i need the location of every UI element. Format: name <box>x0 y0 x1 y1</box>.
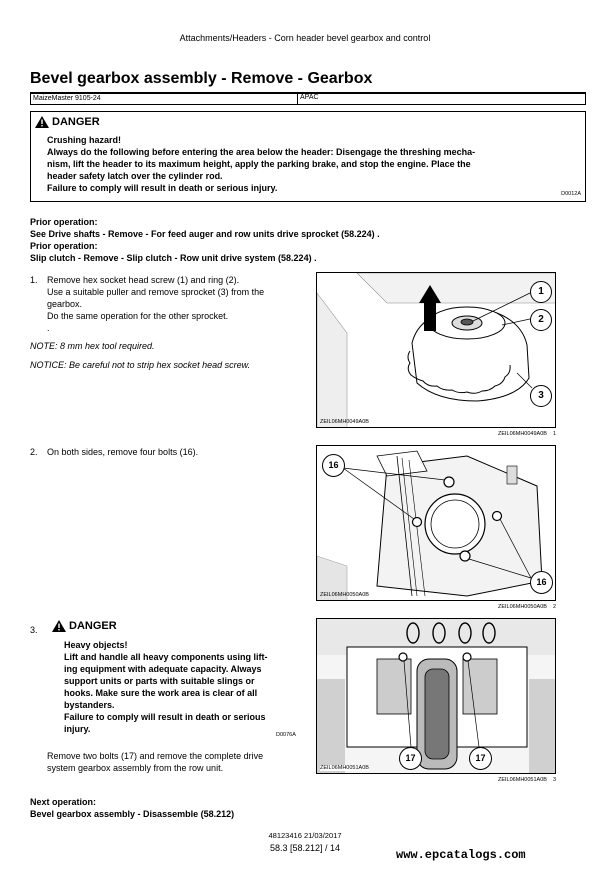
prior-ref-link[interactable]: See Drive shafts - Remove - For feed auger and row units drive sprocket (58.224) . <box>30 229 380 239</box>
danger-code: D0012A <box>561 191 581 197</box>
callout-16: 16 <box>322 454 345 477</box>
callout-16: 16 <box>530 571 553 594</box>
step-1-text <box>47 274 307 334</box>
warning-icon <box>52 620 66 632</box>
step-line: . <box>47 323 50 333</box>
danger-heading <box>52 620 117 632</box>
danger-box <box>30 111 586 202</box>
figure-2 <box>316 445 556 601</box>
figure-2-number: 2 <box>553 604 557 610</box>
danger-line: ing equipment with adequate capacity. Always <box>64 664 262 674</box>
danger-line: Always do the following before entering the area below the header: Disengage the threshing mecha- <box>47 147 476 157</box>
note: NOTE: 8 mm hex tool required. <box>30 341 155 351</box>
danger-line: hooks. Make sure the work area is clear of all <box>64 688 258 698</box>
gearbox-housing-illustration <box>317 446 556 601</box>
model-row <box>30 94 586 105</box>
callout-3: 3 <box>530 385 552 407</box>
step-2-number: 2. <box>30 447 38 457</box>
footer-doc: 48123416 21/03/2017 <box>268 831 342 840</box>
danger-line: Lift and handle all heavy components using lift- <box>64 652 268 662</box>
figure-3-code: ZEIL06MH0051A0B <box>498 777 547 783</box>
danger-text <box>64 639 304 735</box>
prior-label: Prior operation: <box>30 241 98 251</box>
danger-line: injury. <box>64 724 91 734</box>
danger-label: DANGER <box>69 620 117 632</box>
figure-3-number: 3 <box>553 777 557 783</box>
danger-title: Crushing hazard! <box>47 135 122 145</box>
step-line: Do the same operation for the other sprocket. <box>47 311 229 321</box>
danger-line: bystanders. <box>64 700 115 710</box>
figure-1 <box>316 272 556 428</box>
prior-operations <box>30 216 380 264</box>
sprocket-illustration <box>317 273 556 428</box>
danger-line: support units or parts with suitable slings or <box>64 676 255 686</box>
model-name: MaizeMaster 9105-24 <box>33 95 101 102</box>
danger-text <box>47 134 577 194</box>
figure-3 <box>316 618 556 774</box>
next-operation <box>30 796 234 820</box>
step-line: Remove two bolts (17) and remove the complete drive <box>47 751 264 761</box>
step-line: Use a suitable puller and remove sprocket (3) from the <box>47 287 265 297</box>
step-3-number: 3. <box>30 625 38 635</box>
region: APAC <box>297 94 319 104</box>
danger-line: Failure to comply will result in death or serious injury. <box>47 183 278 193</box>
step-line: system gearbox assembly from the row unit. <box>47 763 224 773</box>
callout-17: 17 <box>469 747 492 770</box>
figure-2-code: ZEIL06MH0050A0B <box>498 604 547 610</box>
watermark: www.epcatalogs.com <box>396 848 526 862</box>
danger-line: nism, lift the header to its maximum height, apply the parking brake, and stop the engine. Place the <box>47 159 471 169</box>
step-line: gearbox. <box>47 299 83 309</box>
warning-icon <box>35 116 49 128</box>
prior-ref-link[interactable]: Slip clutch - Remove - Slip clutch - Row unit drive system (58.224) . <box>30 253 317 263</box>
callout-1: 1 <box>530 281 552 303</box>
danger-code: D0076A <box>276 732 296 738</box>
footer-page: 58.3 [58.212] / 14 <box>269 843 341 853</box>
step-1-number: 1. <box>30 275 38 285</box>
danger-line: Failure to comply will result in death or serious <box>64 712 266 722</box>
figure-1-code: ZEIL06MH0049A0B <box>498 431 547 437</box>
danger-heading <box>35 116 100 128</box>
drive-gearbox-illustration <box>317 619 556 774</box>
danger-line: header safety latch over the cylinder rod. <box>47 171 223 181</box>
prior-label: Prior operation: <box>30 217 98 227</box>
next-ref-link[interactable]: Bevel gearbox assembly - Disassemble (58.212) <box>30 809 235 819</box>
callout-2: 2 <box>530 309 552 331</box>
running-header: Attachments/Headers - Corn header bevel gearbox and control <box>179 33 431 43</box>
figure-inner-code: ZEIL06MH0051A0B <box>320 765 369 771</box>
figure-inner-code: ZEIL06MH0049A0B <box>320 419 369 425</box>
notice: NOTICE: Be careful not to strip hex socket head screw. <box>30 360 251 370</box>
step-2-text: On both sides, remove four bolts (16). <box>47 447 199 457</box>
figure-inner-code: ZEIL06MH0050A0B <box>320 592 369 598</box>
next-label: Next operation: <box>30 797 97 807</box>
page-title: Bevel gearbox assembly - Remove - Gearbox <box>30 70 373 87</box>
danger-label: DANGER <box>52 116 100 128</box>
danger-title: Heavy objects! <box>64 640 128 650</box>
figure-1-number: 1 <box>553 431 557 437</box>
step-line: Remove hex socket head screw (1) and ring (2). <box>47 275 240 285</box>
callout-17: 17 <box>399 747 422 770</box>
step-3-text <box>47 750 309 774</box>
